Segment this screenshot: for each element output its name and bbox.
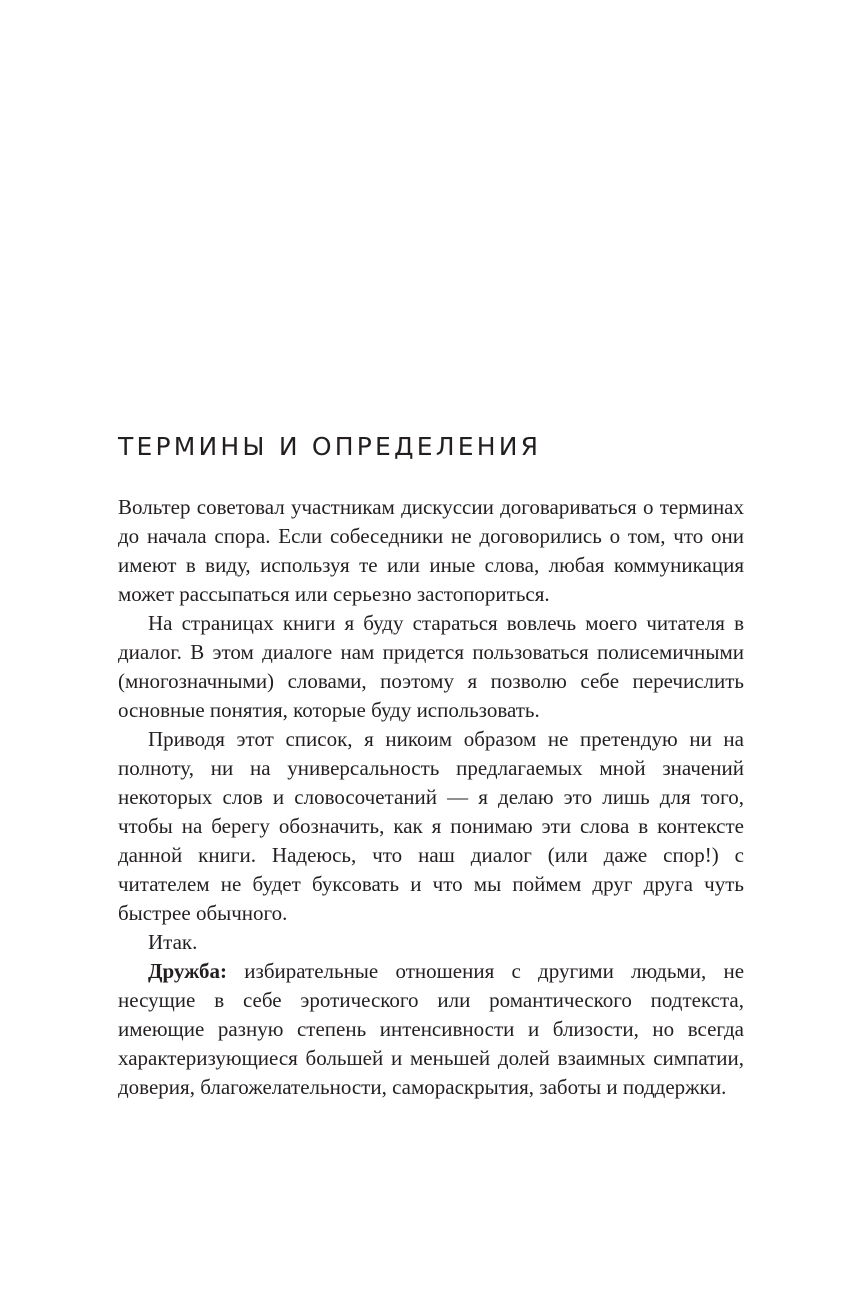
definition-paragraph <box>118 957 744 1102</box>
section-heading: ТЕРМИНЫ И ОПРЕДЕЛЕНИЯ <box>118 432 542 461</box>
definition-text: избирательные отношения с другими людьми, не несущие в себе эротического или романтического подтекста, имеющие разную степень интенсивности и близости, но всегда характеризующиеся большей и меньшей долей взаимных симпатии, доверия, благожелательности, самораскрытия, заботы и поддержки. <box>118 959 745 1099</box>
paragraph-1: Вольтер советовал участникам дискуссии договариваться о терминах до начала спора. Если собеседники не договорились о том, что они имеют в виду, используя те или иные слова, любая коммуникация может рассыпаться или серьезно застопориться. <box>118 495 744 606</box>
paragraph-2: На страницах книги я буду стараться вовлечь моего читателя в диалог. В этом диалоге нам придется пользоваться полисемичными (многозначными) словами, поэтому я позволю себе перечислить основные понятия, которые буду использовать. <box>118 611 744 722</box>
definition-term: Дружба: <box>148 959 228 983</box>
paragraph-4: Итак. <box>148 930 198 954</box>
paragraph-3: Приводя этот список, я никоим образом не претендую ни на полноту, ни на универсальность предлагаемых мной значений некоторых слов и словосочетаний — я делаю это лишь для того, чтобы на берегу обозначить, как я понимаю эти слова в контексте данной книги. Надеюсь, что наш диалог (или даже спор!) с читателем не будет буксовать и что мы поймем друг друга чуть быстрее обычного. <box>118 727 744 925</box>
body-text <box>118 493 744 1102</box>
